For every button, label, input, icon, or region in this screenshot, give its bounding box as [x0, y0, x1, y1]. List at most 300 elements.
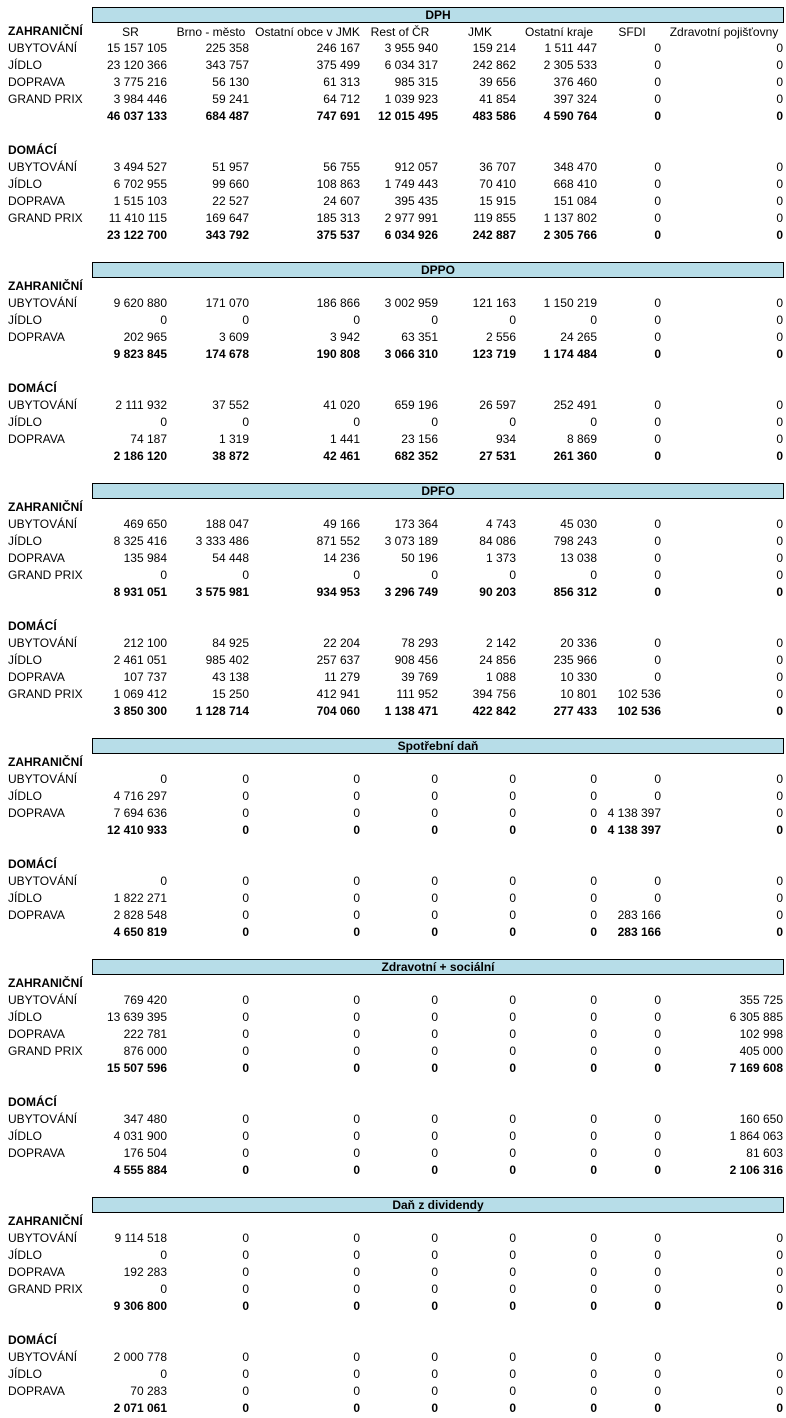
value-cell-ostatni-kraje: 0	[590, 1112, 597, 1126]
value-cell-brno-mesto: 84 925	[212, 636, 249, 650]
value-cell-zdravotni-pojistovny: 81 603	[746, 1146, 783, 1160]
value-cell-sr: 74 187	[130, 432, 167, 446]
value-cell-zdravotni-pojistovny: 0	[776, 568, 783, 582]
value-cell-rest-of-cr: 0	[431, 789, 438, 803]
value-cell-rest-of-cr: 3 002 959	[384, 296, 438, 310]
table-row	[0, 1383, 786, 1400]
value-cell-sr: 176 504	[123, 1146, 167, 1160]
value-cell-jmk: 121 163	[472, 296, 516, 310]
value-cell-zdravotni-pojistovny: 0	[776, 517, 783, 531]
value-cell-zdravotni-pojistovny: 405 000	[739, 1044, 783, 1058]
total-row	[0, 584, 786, 601]
group-title-zahranicni: ZAHRANIČNÍ	[8, 1214, 83, 1228]
value-cell-ostatni-obce-v-jmk: 108 863	[316, 177, 360, 191]
value-cell-zdravotni-pojistovny: 0	[776, 1367, 783, 1381]
row-label: UBYTOVÁNÍ	[8, 398, 78, 412]
table-row	[0, 873, 786, 890]
group-title-zahranicni: ZAHRANIČNÍ	[8, 279, 83, 293]
value-cell-rest-of-cr: 0	[431, 1129, 438, 1143]
row-label: DOPRAVA	[8, 670, 65, 684]
value-cell-ostatni-obce-v-jmk: 11 279	[324, 670, 360, 684]
value-cell-ostatni-obce-v-jmk: 0	[353, 1163, 360, 1177]
value-cell-brno-mesto: 22 527	[212, 194, 249, 208]
value-cell-sr: 212 100	[123, 636, 167, 650]
value-cell-ostatni-obce-v-jmk: 0	[353, 415, 360, 429]
value-cell-ostatni-kraje: 1 511 447	[544, 41, 597, 55]
table-row	[0, 686, 786, 703]
value-cell-ostatni-kraje: 798 243	[553, 534, 597, 548]
value-cell-jmk: 41 854	[479, 92, 516, 106]
value-cell-zdravotni-pojistovny: 0	[776, 687, 783, 701]
value-cell-jmk: 0	[509, 789, 516, 803]
value-cell-brno-mesto: 0	[242, 568, 249, 582]
value-cell-jmk: 27 531	[479, 449, 516, 463]
value-cell-brno-mesto: 0	[242, 1129, 249, 1143]
value-cell-ostatni-obce-v-jmk: 0	[353, 1146, 360, 1160]
value-cell-brno-mesto: 225 358	[205, 41, 249, 55]
value-cell-sr: 7 694 636	[113, 806, 167, 820]
value-cell-rest-of-cr: 0	[431, 1027, 438, 1041]
value-cell-sr: 769 420	[123, 993, 167, 1007]
value-cell-jmk: 4 743	[485, 517, 516, 531]
value-cell-sr: 4 555 884	[113, 1163, 167, 1177]
value-cell-ostatni-kraje: 261 360	[553, 449, 597, 463]
value-cell-zdravotni-pojistovny: 0	[776, 789, 783, 803]
value-cell-brno-mesto: 0	[242, 1163, 249, 1177]
row-label: UBYTOVÁNÍ	[8, 296, 78, 310]
value-cell-ostatni-obce-v-jmk: 24 607	[323, 194, 360, 208]
value-cell-sfdi: 0	[654, 398, 661, 412]
value-cell-jmk: 0	[509, 806, 516, 820]
value-cell-sfdi: 0	[654, 772, 661, 786]
row-label: DOPRAVA	[8, 1027, 65, 1041]
value-cell-sr: 15 507 596	[106, 1061, 167, 1075]
value-cell-zdravotni-pojistovny: 0	[776, 432, 783, 446]
value-cell-ostatni-kraje: 0	[590, 993, 597, 1007]
row-label: GRAND PRIX	[8, 1044, 83, 1058]
value-cell-brno-mesto: 0	[242, 806, 249, 820]
value-cell-zdravotni-pojistovny: 0	[776, 415, 783, 429]
value-cell-jmk: 0	[509, 1231, 516, 1245]
table-row	[0, 176, 786, 193]
value-cell-ostatni-kraje: 235 966	[553, 653, 597, 667]
value-cell-sfdi: 0	[654, 993, 661, 1007]
value-cell-ostatni-kraje: 0	[590, 1027, 597, 1041]
value-cell-ostatni-obce-v-jmk: 704 060	[316, 704, 360, 718]
value-cell-jmk: 15 915	[479, 194, 516, 208]
value-cell-brno-mesto: 343 757	[205, 58, 249, 72]
value-cell-zdravotni-pojistovny: 6 305 885	[729, 1010, 783, 1024]
value-cell-brno-mesto: 0	[242, 993, 249, 1007]
value-cell-sfdi: 0	[654, 92, 661, 106]
value-cell-ostatni-kraje: 1 137 802	[543, 211, 597, 225]
value-cell-ostatni-kraje: 0	[590, 1163, 597, 1177]
value-cell-sfdi: 0	[654, 1129, 661, 1143]
value-cell-sfdi: 0	[654, 330, 661, 344]
value-cell-sfdi: 0	[654, 296, 661, 310]
group-title-domaci: DOMÁCÍ	[8, 619, 57, 633]
value-cell-sfdi: 0	[654, 1299, 661, 1313]
value-cell-rest-of-cr: 78 293	[401, 636, 438, 650]
row-label: GRAND PRIX	[8, 211, 83, 225]
value-cell-sr: 6 702 955	[113, 177, 167, 191]
value-cell-sfdi: 0	[654, 432, 661, 446]
value-cell-zdravotni-pojistovny: 0	[776, 41, 783, 55]
value-cell-sr: 347 480	[123, 1112, 167, 1126]
value-cell-sr: 107 737	[123, 670, 167, 684]
value-cell-zdravotni-pojistovny: 0	[776, 1384, 783, 1398]
row-label: DOPRAVA	[8, 194, 65, 208]
value-cell-ostatni-kraje: 376 460	[553, 75, 597, 89]
table-row	[0, 533, 786, 550]
value-cell-rest-of-cr: 1 039 923	[384, 92, 438, 106]
value-cell-sr: 1 822 271	[113, 891, 167, 905]
col-header-ostatni-obce: Ostatní obce v JMK	[255, 25, 360, 39]
value-cell-rest-of-cr: 0	[431, 993, 438, 1007]
value-cell-ostatni-kraje: 0	[590, 568, 597, 582]
value-cell-sr: 0	[160, 568, 167, 582]
value-cell-jmk: 24 856	[479, 653, 516, 667]
value-cell-jmk: 0	[509, 874, 516, 888]
value-cell-brno-mesto: 0	[242, 1146, 249, 1160]
table-row	[0, 516, 786, 533]
value-cell-ostatni-kraje: 4 590 764	[543, 109, 597, 123]
value-cell-zdravotni-pojistovny: 7 169 608	[729, 1061, 783, 1075]
total-row	[0, 448, 786, 465]
value-cell-ostatni-obce-v-jmk: 0	[353, 823, 360, 837]
value-cell-sr: 2 111 932	[115, 398, 167, 412]
value-cell-jmk: 483 586	[472, 109, 516, 123]
value-cell-jmk: 39 656	[479, 75, 516, 89]
value-cell-ostatni-obce-v-jmk: 1 441	[329, 432, 360, 446]
value-cell-brno-mesto: 3 609	[218, 330, 249, 344]
value-cell-jmk: 2 556	[485, 330, 516, 344]
value-cell-brno-mesto: 174 678	[205, 347, 249, 361]
table-row	[0, 329, 786, 346]
value-cell-rest-of-cr: 682 352	[394, 449, 438, 463]
value-cell-brno-mesto: 0	[242, 1401, 249, 1415]
value-cell-sr: 222 781	[123, 1027, 167, 1041]
value-cell-brno-mesto: 1 319	[218, 432, 249, 446]
value-cell-ostatni-kraje: 2 305 533	[543, 58, 597, 72]
value-cell-ostatni-obce-v-jmk: 934 953	[316, 585, 360, 599]
value-cell-ostatni-kraje: 0	[590, 1350, 597, 1364]
value-cell-rest-of-cr: 0	[431, 1367, 438, 1381]
value-cell-zdravotni-pojistovny: 0	[776, 211, 783, 225]
table-row	[0, 771, 786, 788]
group-title-zahranicni: ZAHRANIČNÍ	[8, 755, 83, 769]
value-cell-sr: 469 650	[123, 517, 167, 531]
table-row	[0, 397, 786, 414]
value-cell-jmk: 0	[509, 823, 516, 837]
table-row	[0, 907, 786, 924]
row-label: JÍDLO	[8, 653, 43, 667]
value-cell-sfdi: 0	[654, 585, 661, 599]
row-label: UBYTOVÁNÍ	[8, 1231, 78, 1245]
value-cell-brno-mesto: 188 047	[205, 517, 249, 531]
value-cell-jmk: 119 855	[473, 211, 516, 225]
value-cell-ostatni-obce-v-jmk: 0	[353, 1061, 360, 1075]
value-cell-jmk: 0	[509, 908, 516, 922]
row-label: DOPRAVA	[8, 75, 65, 89]
value-cell-ostatni-obce-v-jmk: 0	[353, 568, 360, 582]
group-title-zahranicni: ZAHRANIČNÍ	[8, 976, 83, 990]
value-cell-jmk: 70 410	[479, 177, 516, 191]
value-cell-sr: 23 122 700	[106, 228, 167, 242]
value-cell-brno-mesto: 3 333 486	[195, 534, 249, 548]
table-row	[0, 414, 786, 431]
value-cell-sr: 4 031 900	[113, 1129, 167, 1143]
value-cell-ostatni-obce-v-jmk: 375 537	[316, 228, 360, 242]
value-cell-sfdi: 0	[654, 449, 661, 463]
table-row	[0, 193, 786, 210]
value-cell-ostatni-obce-v-jmk: 49 166	[323, 517, 360, 531]
value-cell-brno-mesto: 0	[242, 1061, 249, 1075]
value-cell-rest-of-cr: 6 034 926	[384, 228, 438, 242]
value-cell-ostatni-kraje: 13 038	[560, 551, 597, 565]
value-cell-jmk: 0	[509, 1129, 516, 1143]
row-label: UBYTOVÁNÍ	[8, 772, 78, 786]
row-label: UBYTOVÁNÍ	[8, 874, 78, 888]
row-label: UBYTOVÁNÍ	[8, 1112, 78, 1126]
value-cell-sr: 3 775 216	[113, 75, 167, 89]
table-row	[0, 805, 786, 822]
value-cell-zdravotni-pojistovny: 0	[776, 347, 783, 361]
value-cell-brno-mesto: 99 660	[212, 177, 249, 191]
value-cell-sfdi: 0	[654, 1282, 661, 1296]
value-cell-sr: 0	[160, 1248, 167, 1262]
row-label: DOPRAVA	[8, 1265, 65, 1279]
value-cell-jmk: 0	[509, 1010, 516, 1024]
value-cell-sfdi: 0	[654, 313, 661, 327]
value-cell-ostatni-obce-v-jmk: 747 691	[316, 109, 360, 123]
value-cell-jmk: 0	[509, 1027, 516, 1041]
value-cell-jmk: 1 088	[485, 670, 516, 684]
value-cell-ostatni-obce-v-jmk: 0	[353, 1231, 360, 1245]
value-cell-sfdi: 0	[654, 891, 661, 905]
value-cell-jmk: 0	[509, 891, 516, 905]
value-cell-brno-mesto: 54 448	[212, 551, 249, 565]
col-header-sfdi: SFDI	[618, 25, 646, 39]
value-cell-ostatni-obce-v-jmk: 0	[353, 1367, 360, 1381]
group-title-domaci: DOMÁCÍ	[8, 381, 57, 395]
table-row	[0, 567, 786, 584]
value-cell-rest-of-cr: 0	[431, 1010, 438, 1024]
value-cell-sfdi: 0	[654, 415, 661, 429]
value-cell-sfdi: 0	[654, 551, 661, 565]
value-cell-sr: 2 186 120	[113, 449, 167, 463]
value-cell-sr: 0	[160, 874, 167, 888]
value-cell-ostatni-kraje: 668 410	[553, 177, 597, 191]
value-cell-jmk: 0	[509, 568, 516, 582]
value-cell-jmk: 0	[509, 1146, 516, 1160]
value-cell-ostatni-kraje: 0	[590, 1010, 597, 1024]
section-header-dph: DPH	[92, 7, 784, 23]
value-cell-ostatni-kraje: 277 433	[553, 704, 597, 718]
value-cell-zdravotni-pojistovny: 102 998	[739, 1027, 783, 1041]
value-cell-brno-mesto: 0	[242, 1265, 249, 1279]
value-cell-zdravotni-pojistovny: 0	[776, 704, 783, 718]
value-cell-jmk: 84 086	[479, 534, 516, 548]
value-cell-sfdi: 102 536	[617, 687, 661, 701]
value-cell-zdravotni-pojistovny: 0	[776, 330, 783, 344]
row-label: JÍDLO	[8, 415, 43, 429]
value-cell-rest-of-cr: 0	[431, 415, 438, 429]
table-row	[0, 635, 786, 652]
value-cell-sfdi: 0	[654, 1044, 661, 1058]
value-cell-jmk: 0	[509, 993, 516, 1007]
value-cell-sfdi: 4 138 397	[607, 806, 661, 820]
value-cell-zdravotni-pojistovny: 0	[776, 1282, 783, 1296]
value-cell-ostatni-obce-v-jmk: 0	[353, 1112, 360, 1126]
value-cell-sr: 202 965	[123, 330, 167, 344]
value-cell-rest-of-cr: 173 364	[394, 517, 438, 531]
row-label: GRAND PRIX	[8, 687, 83, 701]
table-row	[0, 652, 786, 669]
value-cell-zdravotni-pojistovny: 0	[776, 58, 783, 72]
value-cell-jmk: 242 887	[472, 228, 516, 242]
value-cell-sr: 0	[160, 1367, 167, 1381]
table-row	[0, 788, 786, 805]
value-cell-ostatni-kraje: 0	[590, 1044, 597, 1058]
value-cell-sfdi: 0	[654, 636, 661, 650]
table-row	[0, 431, 786, 448]
row-label: DOPRAVA	[8, 908, 65, 922]
value-cell-ostatni-kraje: 20 336	[560, 636, 597, 650]
value-cell-ostatni-obce-v-jmk: 0	[353, 908, 360, 922]
value-cell-jmk: 0	[509, 1299, 516, 1313]
row-label: DOPRAVA	[8, 432, 65, 446]
value-cell-ostatni-obce-v-jmk: 0	[353, 1401, 360, 1415]
value-cell-sr: 9 306 800	[113, 1299, 167, 1313]
value-cell-sfdi: 283 166	[617, 908, 661, 922]
value-cell-jmk: 0	[509, 1350, 516, 1364]
value-cell-ostatni-obce-v-jmk: 0	[353, 1282, 360, 1296]
value-cell-ostatni-obce-v-jmk: 0	[353, 1027, 360, 1041]
value-cell-rest-of-cr: 0	[431, 908, 438, 922]
value-cell-rest-of-cr: 0	[431, 568, 438, 582]
value-cell-ostatni-obce-v-jmk: 871 552	[316, 534, 360, 548]
row-label: DOPRAVA	[8, 806, 65, 820]
value-cell-zdravotni-pojistovny: 0	[776, 653, 783, 667]
value-cell-ostatni-obce-v-jmk: 0	[353, 874, 360, 888]
value-cell-ostatni-kraje: 0	[590, 908, 597, 922]
value-cell-rest-of-cr: 0	[431, 925, 438, 939]
value-cell-ostatni-kraje: 0	[590, 891, 597, 905]
value-cell-sfdi: 0	[654, 41, 661, 55]
value-cell-sr: 11 410 115	[108, 211, 167, 225]
value-cell-sfdi: 0	[654, 211, 661, 225]
value-cell-ostatni-kraje: 10 801	[560, 687, 597, 701]
value-cell-jmk: 90 203	[479, 585, 516, 599]
value-cell-sr: 2 461 051	[113, 653, 167, 667]
row-label: UBYTOVÁNÍ	[8, 517, 78, 531]
value-cell-zdravotni-pojistovny: 0	[776, 194, 783, 208]
table-row	[0, 1043, 786, 1060]
value-cell-brno-mesto: 0	[242, 1044, 249, 1058]
value-cell-brno-mesto: 15 250	[212, 687, 249, 701]
value-cell-ostatni-kraje: 0	[590, 1248, 597, 1262]
value-cell-ostatni-obce-v-jmk: 0	[353, 1010, 360, 1024]
value-cell-jmk: 0	[509, 1265, 516, 1279]
value-cell-ostatni-kraje: 0	[590, 806, 597, 820]
value-cell-rest-of-cr: 0	[431, 313, 438, 327]
value-cell-zdravotni-pojistovny: 0	[776, 636, 783, 650]
value-cell-sfdi: 0	[654, 160, 661, 174]
value-cell-sfdi: 0	[654, 789, 661, 803]
table-row	[0, 1026, 786, 1043]
value-cell-jmk: 394 756	[472, 687, 516, 701]
table-row	[0, 295, 786, 312]
value-cell-sfdi: 0	[654, 75, 661, 89]
value-cell-jmk: 0	[509, 1248, 516, 1262]
value-cell-rest-of-cr: 3 296 749	[384, 585, 438, 599]
value-cell-zdravotni-pojistovny: 0	[776, 1248, 783, 1262]
value-cell-ostatni-kraje: 252 491	[553, 398, 597, 412]
value-cell-zdravotni-pojistovny: 0	[776, 1265, 783, 1279]
value-cell-sfdi: 0	[654, 1061, 661, 1075]
table-row	[0, 1349, 786, 1366]
value-cell-ostatni-obce-v-jmk: 0	[353, 1384, 360, 1398]
value-cell-zdravotni-pojistovny: 0	[776, 908, 783, 922]
value-cell-ostatni-obce-v-jmk: 185 313	[316, 211, 360, 225]
value-cell-sr: 12 410 933	[106, 823, 167, 837]
value-cell-rest-of-cr: 0	[431, 1163, 438, 1177]
value-cell-rest-of-cr: 0	[431, 1248, 438, 1262]
value-cell-ostatni-kraje: 0	[590, 1146, 597, 1160]
value-cell-brno-mesto: 51 957	[212, 160, 249, 174]
value-cell-zdravotni-pojistovny: 355 725	[739, 993, 783, 1007]
value-cell-jmk: 36 707	[479, 160, 516, 174]
value-cell-zdravotni-pojistovny: 0	[776, 534, 783, 548]
value-cell-jmk: 422 842	[472, 704, 516, 718]
col-header-rest-cr: Rest of ČR	[370, 25, 430, 39]
value-cell-rest-of-cr: 6 034 317	[384, 58, 438, 72]
value-cell-rest-of-cr: 0	[431, 1350, 438, 1364]
value-cell-brno-mesto: 3 575 981	[195, 585, 249, 599]
table-row	[0, 992, 786, 1009]
row-label: JÍDLO	[8, 1129, 43, 1143]
table-row	[0, 1145, 786, 1162]
value-cell-rest-of-cr: 39 769	[401, 670, 438, 684]
value-cell-ostatni-obce-v-jmk: 56 755	[323, 160, 360, 174]
value-cell-rest-of-cr: 1 749 443	[384, 177, 438, 191]
value-cell-brno-mesto: 0	[242, 1231, 249, 1245]
table-row	[0, 890, 786, 907]
value-cell-rest-of-cr: 0	[431, 1146, 438, 1160]
value-cell-sfdi: 0	[654, 1367, 661, 1381]
total-row	[0, 1162, 786, 1179]
value-cell-sr: 1 069 412	[113, 687, 167, 701]
value-cell-ostatni-obce-v-jmk: 0	[353, 789, 360, 803]
value-cell-sr: 0	[160, 415, 167, 429]
value-cell-ostatni-kraje: 0	[590, 313, 597, 327]
value-cell-zdravotni-pojistovny: 0	[776, 92, 783, 106]
value-cell-rest-of-cr: 0	[431, 1112, 438, 1126]
value-cell-ostatni-kraje: 0	[590, 874, 597, 888]
row-label: GRAND PRIX	[8, 568, 83, 582]
value-cell-sfdi: 0	[654, 1027, 661, 1041]
value-cell-zdravotni-pojistovny: 0	[776, 449, 783, 463]
value-cell-sr: 3 850 300	[113, 704, 167, 718]
value-cell-sfdi: 0	[654, 177, 661, 191]
value-cell-brno-mesto: 169 647	[205, 211, 249, 225]
value-cell-sfdi: 0	[654, 1350, 661, 1364]
value-cell-sr: 9 620 880	[113, 296, 167, 310]
value-cell-brno-mesto: 0	[242, 1248, 249, 1262]
value-cell-ostatni-kraje: 0	[590, 1367, 597, 1381]
value-cell-brno-mesto: 1 128 714	[195, 704, 249, 718]
